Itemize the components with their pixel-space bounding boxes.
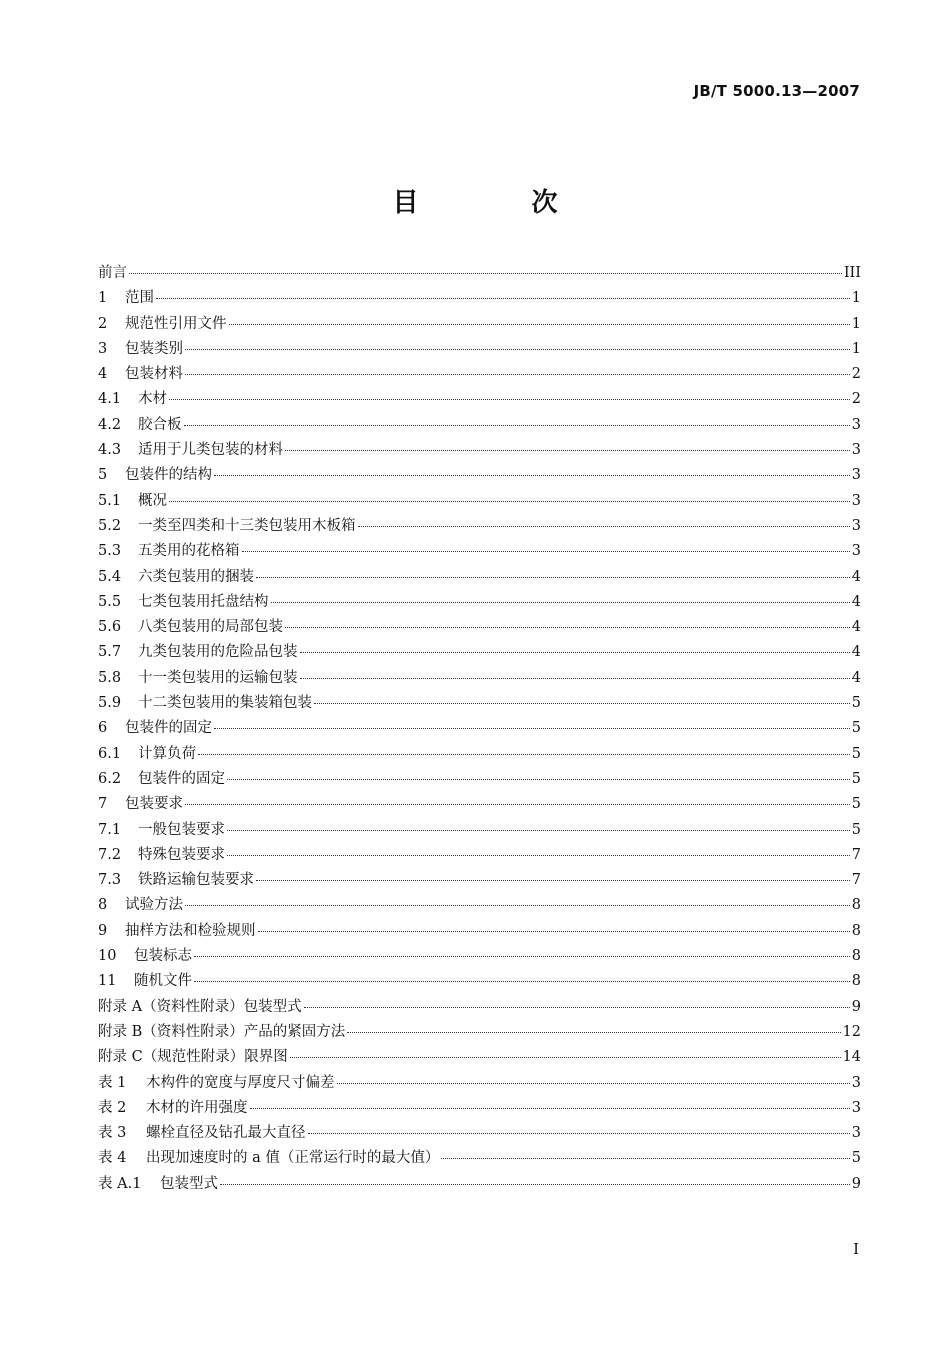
toc-entry-page: 5 (851, 796, 861, 813)
toc-entry-number: 1 (98, 290, 108, 307)
dot-leader (169, 501, 850, 502)
toc-entry-page: 5 (851, 720, 861, 737)
dot-leader (242, 551, 850, 552)
toc-entry-number: 表 3 (98, 1125, 127, 1142)
toc-entry[interactable] (98, 539, 861, 564)
toc-entry-page: 5 (851, 745, 861, 762)
standard-code: JB/T 5000.13—2007 (693, 82, 860, 100)
dot-leader (220, 1184, 850, 1185)
dot-leader (129, 273, 842, 274)
dot-leader (185, 905, 850, 906)
toc-entry-label: 计算负荷 (138, 745, 196, 762)
toc-entry-number: 7.1 (98, 821, 122, 838)
toc-entry-number: 5.5 (98, 593, 122, 610)
dot-leader (214, 728, 850, 729)
toc-entry[interactable] (98, 286, 861, 311)
toc-entry[interactable] (98, 387, 861, 412)
toc-entry[interactable] (98, 565, 861, 590)
toc-entry-page: 1 (851, 340, 861, 357)
toc-entry-page: 8 (851, 973, 861, 990)
dot-leader (347, 1032, 840, 1033)
toc-entry[interactable] (98, 514, 861, 539)
toc-entry[interactable] (98, 995, 861, 1020)
dot-leader (194, 956, 850, 957)
toc-entry-page: 7 (851, 846, 861, 863)
toc-entry-label: 五类用的花格箱 (138, 543, 240, 560)
toc-entry-page: 3 (851, 517, 861, 534)
dot-leader (194, 981, 850, 982)
dot-leader (250, 1108, 850, 1109)
toc-entry[interactable] (98, 742, 861, 767)
toc-entry-number: 表 2 (98, 1099, 127, 1116)
toc-entry-number: 5.8 (98, 669, 122, 686)
toc-entry[interactable] (98, 843, 861, 868)
toc-entry-label: 包装件的结构 (125, 467, 212, 484)
toc-entry-page: 5 (851, 695, 861, 712)
toc-entry[interactable] (98, 767, 861, 792)
toc-entry-number: 7.2 (98, 846, 122, 863)
toc-entry-page: 3 (851, 1074, 861, 1091)
toc-entry-page: 9 (851, 998, 861, 1015)
toc-entry[interactable] (98, 590, 861, 615)
toc-entry-page: 4 (851, 568, 861, 585)
toc-entry-page: 12 (842, 1023, 861, 1040)
toc-entry-page: 4 (851, 644, 861, 661)
toc-entry-page: 4 (851, 619, 861, 636)
toc-entry[interactable] (98, 1172, 861, 1197)
dot-leader (156, 298, 850, 299)
toc-entry-label: 木材的许用强度 (146, 1099, 248, 1116)
toc-entry-page: 4 (851, 669, 861, 686)
toc-entry[interactable] (98, 868, 861, 893)
dot-leader (358, 526, 850, 527)
toc-entry-number: 4 (98, 366, 108, 383)
toc-entry[interactable] (98, 818, 861, 843)
toc-entry[interactable] (98, 337, 861, 362)
dot-leader (271, 602, 850, 603)
toc-entry[interactable] (98, 362, 861, 387)
toc-entry[interactable] (98, 1096, 861, 1121)
toc-entry-label: 特殊包装要求 (138, 846, 225, 863)
toc-entry-page: 8 (851, 948, 861, 965)
toc-entry-label: 随机文件 (134, 973, 192, 990)
toc-entry-label: 包装类别 (125, 340, 183, 357)
toc-entry-label: 包装件的固定 (125, 720, 212, 737)
toc-entry-number: 2 (98, 315, 108, 332)
toc-entry-label: 范围 (125, 290, 154, 307)
toc-entry-label: 胶合板 (138, 416, 182, 433)
toc-entry-page: 3 (851, 442, 861, 459)
toc-entry-number: 5.9 (98, 695, 122, 712)
toc-entry-page: 3 (851, 1125, 861, 1142)
toc-entry-page: 8 (851, 922, 861, 939)
toc-entry-number: 5.3 (98, 543, 122, 560)
toc-entry[interactable] (98, 438, 861, 463)
toc-entry-label: 包装件的固定 (138, 770, 225, 787)
page-title: 目 次 (392, 188, 610, 218)
dot-leader (227, 855, 850, 856)
toc-entry[interactable] (98, 1121, 861, 1146)
toc-entry-number: 5.4 (98, 568, 122, 585)
toc-entry-label: 七类包装用托盘结构 (138, 593, 269, 610)
dot-leader (285, 450, 850, 451)
toc-entry-page: 3 (851, 492, 861, 509)
dot-leader (229, 324, 850, 325)
dot-leader (304, 1007, 850, 1008)
toc-entry[interactable] (98, 893, 861, 918)
toc-entry-page: 14 (842, 1049, 861, 1066)
toc-entry-label: 适用于儿类包装的材料 (138, 442, 283, 459)
toc-entry[interactable] (98, 1020, 861, 1045)
toc-entry-number: 4.3 (98, 442, 122, 459)
toc-entry-label: 包装型式 (160, 1175, 218, 1192)
dot-leader (300, 652, 850, 653)
dot-leader (337, 1083, 850, 1084)
toc-entry[interactable] (98, 944, 861, 969)
toc-entry-number: 4.1 (98, 391, 122, 408)
toc-entry[interactable] (98, 413, 861, 438)
toc-entry-number: 3 (98, 340, 108, 357)
toc-entry-page: 1 (851, 315, 861, 332)
toc-entry-label: 十一类包装用的运输包装 (138, 669, 298, 686)
toc-entry-page: 1 (851, 290, 861, 307)
toc-entry-number: 表 4 (98, 1150, 127, 1167)
toc-entry-number: 11 (98, 973, 117, 990)
dot-leader (185, 374, 850, 375)
dot-leader (314, 703, 850, 704)
toc-entry[interactable] (98, 1045, 861, 1070)
toc-entry-number: 5 (98, 467, 108, 484)
toc-entry[interactable] (98, 489, 861, 514)
toc-entry-number: 5.1 (98, 492, 122, 509)
toc-entry-page: 7 (851, 872, 861, 889)
dot-leader (227, 830, 850, 831)
toc-entry-label: 一类至四类和十三类包装用木板箱 (138, 517, 356, 534)
toc-entry-number: 6.2 (98, 770, 122, 787)
dot-leader (198, 754, 850, 755)
dot-leader (227, 779, 850, 780)
toc-entry-label: 木材 (138, 391, 167, 408)
toc-entry-page: III (843, 265, 861, 281)
toc-entry[interactable] (98, 919, 861, 944)
toc-entry-page: 3 (851, 416, 861, 433)
dot-leader (169, 399, 850, 400)
toc-entry[interactable] (98, 691, 861, 716)
toc-entry-page: 2 (851, 391, 861, 408)
toc-entry-label: 六类包装用的捆装 (138, 568, 254, 585)
toc-entry-page: 5 (851, 1150, 861, 1167)
dot-leader (285, 627, 850, 628)
toc-entry[interactable] (98, 969, 861, 994)
toc-entry-label: 抽样方法和检验规则 (125, 922, 256, 939)
toc-entry-label: 试验方法 (125, 897, 183, 914)
toc-entry-label: 出现加速度时的 a 值（正常运行时的最大值） (146, 1150, 440, 1167)
dot-leader (290, 1057, 841, 1058)
toc-entry-label: 包装材料 (125, 366, 183, 383)
toc-entry[interactable] (98, 1146, 861, 1171)
toc-entry[interactable] (98, 666, 861, 691)
toc-entry-number: 表 1 (98, 1074, 127, 1091)
toc-entry-label: 概况 (138, 492, 167, 509)
toc-entry-page: 5 (851, 821, 861, 838)
dot-leader (184, 425, 850, 426)
dot-leader (256, 880, 850, 881)
toc-entry-page: 2 (851, 366, 861, 383)
dot-leader (300, 678, 850, 679)
dot-leader (441, 1158, 849, 1159)
toc-entry-label: 一般包装要求 (138, 821, 225, 838)
toc-entry-label: 附录 A（资料性附录）包装型式 (98, 998, 302, 1015)
toc-entry-number: 4.2 (98, 416, 122, 433)
toc-entry-label: 木构件的宽度与厚度尺寸偏差 (146, 1074, 335, 1091)
toc-entry[interactable] (98, 261, 861, 286)
toc-entry-number: 5.6 (98, 619, 122, 636)
toc-entry-number: 9 (98, 922, 108, 939)
toc-entry-number: 5.2 (98, 517, 122, 534)
toc-entry-number: 6 (98, 720, 108, 737)
toc-entry-number: 10 (98, 948, 117, 965)
toc-entry-label: 八类包装用的局部包装 (138, 619, 283, 636)
toc-entry-page: 3 (851, 1099, 861, 1116)
toc-entry-label: 铁路运输包装要求 (138, 872, 254, 889)
toc-entry-label: 规范性引用文件 (125, 315, 227, 332)
page-number: I (853, 1240, 859, 1258)
dot-leader (256, 577, 850, 578)
toc-entry-number: 8 (98, 897, 108, 914)
toc-entry-label: 螺栓直径及钻孔最大直径 (146, 1125, 306, 1142)
dot-leader (185, 349, 850, 350)
toc-entry-label: 包装要求 (125, 796, 183, 813)
table-of-contents (98, 261, 861, 1197)
dot-leader (214, 475, 850, 476)
dot-leader (258, 931, 850, 932)
toc-entry-label: 九类包装用的危险品包装 (138, 644, 298, 661)
toc-entry-label: 附录 C（规范性附录）限界图 (98, 1049, 288, 1066)
toc-entry-label: 包装标志 (134, 948, 192, 965)
toc-entry-label: 十二类包装用的集装箱包装 (138, 695, 312, 712)
toc-entry-number: 6.1 (98, 745, 122, 762)
toc-entry-page: 9 (851, 1175, 861, 1192)
toc-entry[interactable] (98, 615, 861, 640)
toc-entry[interactable] (98, 312, 861, 337)
toc-entry[interactable] (98, 792, 861, 817)
toc-entry-label: 附录 B（资料性附录）产品的紧固方法 (98, 1023, 346, 1040)
toc-entry-page: 3 (851, 543, 861, 560)
toc-entry-page: 5 (851, 770, 861, 787)
toc-entry[interactable] (98, 1071, 861, 1096)
toc-entry-number: 5.7 (98, 644, 122, 661)
toc-entry[interactable] (98, 716, 861, 741)
toc-entry-label: 前言 (98, 265, 127, 281)
toc-entry-page: 3 (851, 467, 861, 484)
dot-leader (185, 804, 850, 805)
toc-entry-page: 4 (851, 593, 861, 610)
toc-entry-number: 7.3 (98, 872, 122, 889)
toc-entry-page: 8 (851, 897, 861, 914)
toc-entry-number: 表 A.1 (98, 1175, 142, 1192)
toc-entry[interactable] (98, 640, 861, 665)
toc-entry-number: 7 (98, 796, 108, 813)
dot-leader (308, 1133, 850, 1134)
toc-entry[interactable] (98, 463, 861, 488)
